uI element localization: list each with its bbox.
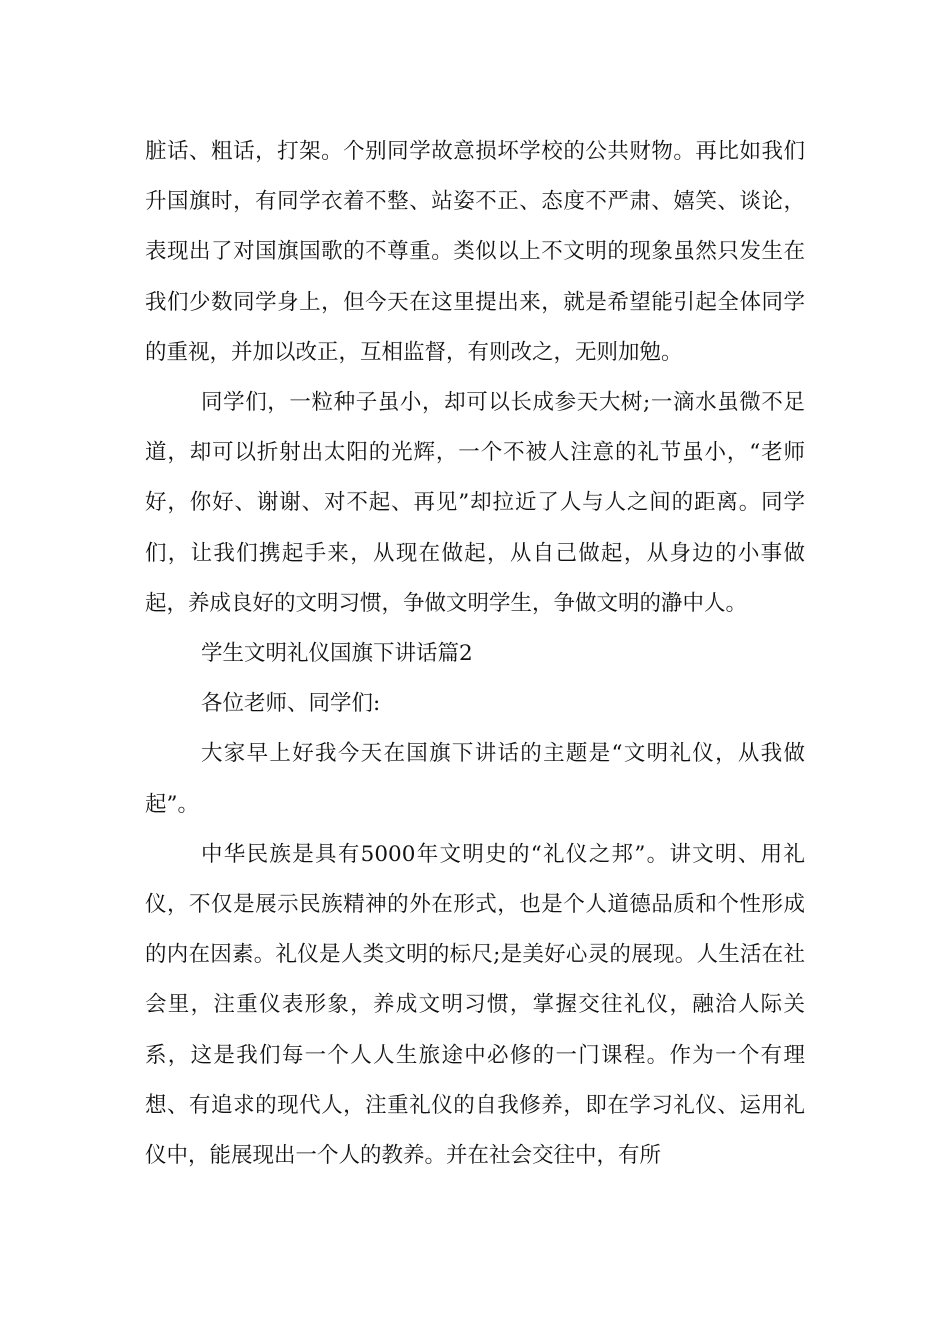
paragraph-etiquette: 中华民族是具有5000年文明史的“礼仪之邦”。讲文明、用礼仪，不仅是展示民族精神的外在形式，也是个人道德品质和个性形成的内在因素。礼仪是人类文明的标尺;是美好心灵的展现。人生活在社会里，注重仪表形象，养成文明习惯，掌握交往礼仪，融洽人际关系，这是我们每一个人人生旅途中必修的一门课程。作为一个有理想、有追求的现代人，注重礼仪的自我修养，即在学习礼仪、运用礼仪中，能展现出一个人的教养。并在社会交往中，有所: [145, 841, 805, 1169]
paragraph-seeds: 同学们，一粒种子虽小，却可以长成参天大树;一滴水虽微不足道，却可以折射出太阳的光辉，一个不被人注意的礼节虽小，“老师好，你好、谢谢、对不起、再见”却拉近了人与人之间的距离。同学们，让我们携起手来，从现在做起，从自己做起，从身边的小事做起，养成良好的文明习惯，争做文明学生，争做文明的瀞中人。: [145, 390, 805, 616]
salutation: 各位老师、同学们:: [201, 691, 381, 717]
paragraph-greeting: 大家早上好我今天在国旗下讲话的主题是“文明礼仪，从我做起”。: [145, 741, 805, 817]
document-page: [145, 127, 805, 1181]
paragraph-continued: 脏话、粗话，打架。个别同学故意损坏学校的公共财物。再比如我们升国旗时，有同学衣着不整、站姿不正、态度不严肃、嬉笑、谈论，表现出了对国旗国歌的不尊重。类似以上不文明的现象虽然只发生在我们少数同学身上，但今天在这里提出来，就是希望能引起全体同学的重视，并加以改正，互相监督，有则改之，无则加勉。: [145, 139, 805, 365]
section-heading: 学生文明礼仪国旗下讲话篇2: [201, 641, 473, 667]
